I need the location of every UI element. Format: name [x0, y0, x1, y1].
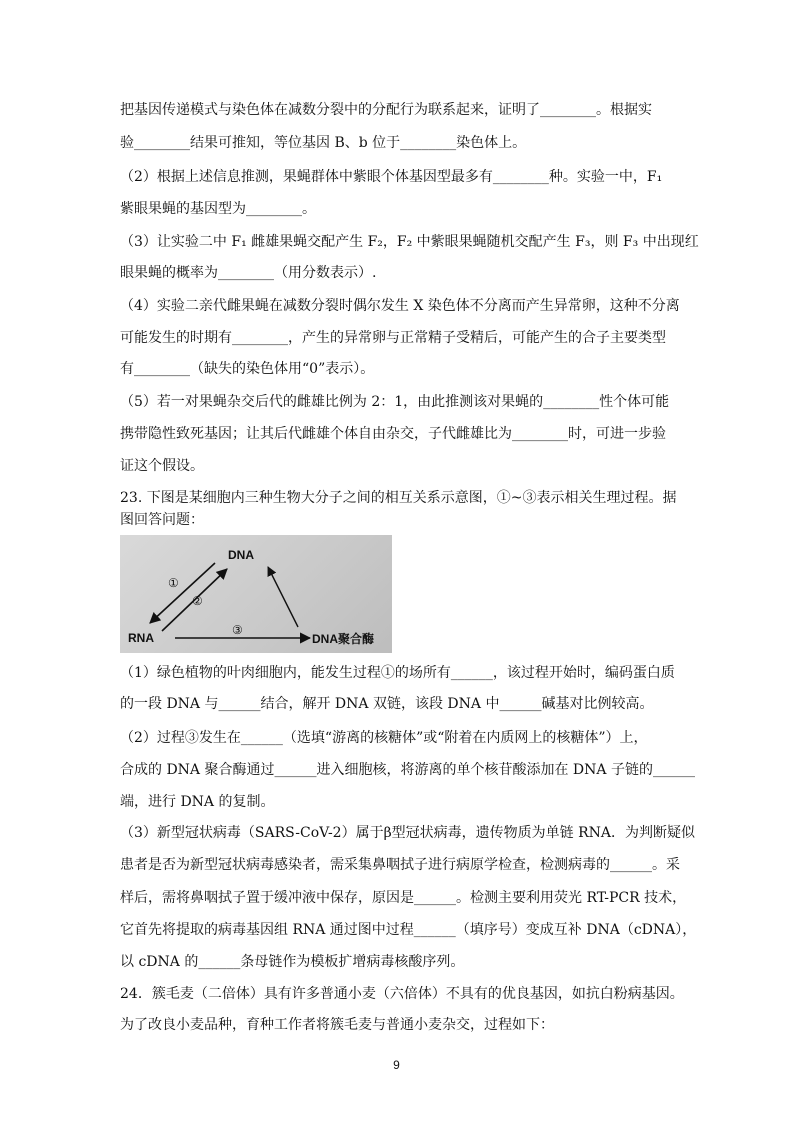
line-16: （2）过程③发生在______（选填“游离的核糖体”或“附着在内质网上的核糖体”）上， [120, 730, 648, 746]
line-17: 合成的 DNA 聚合酶通过______进入细胞核，将游离的单个核苷酸添加在 DNA 子链的______ [120, 762, 695, 778]
line-24: 24．簇毛麦（二倍体）具有许多普通小麦（六倍体）不具有的优良基因，如抗白粉病基因。 [120, 986, 684, 1002]
line-15: 的一段 DNA 与______结合，解开 DNA 双链，该段 DNA 中______碱基对比例较高。 [120, 696, 654, 712]
dna-label: DNA [228, 548, 254, 562]
line-18: 端，进行 DNA 的复制。 [120, 794, 275, 810]
line-21: 样后，需将鼻咽拭子置于缓冲液中保存，原因是______。检测主要利用荧光 RT-PCR 技术， [120, 890, 687, 906]
line-5: 眼果蝇的概率为________（用分数表示）. [120, 265, 377, 281]
line-20: 患者是否为新型冠状病毒感染者，需采集鼻咽拭子进行病原学检查，检测病毒的______。采 [120, 857, 680, 873]
line-4: （3）让实验二中 F₁ 雌雄果蝇交配产生 F₂，F₂ 中紫眼果蝇随机交配产生 F₃，则 F₃ 中出现红 [120, 234, 699, 250]
line-0: 把基因传递模式与染色体在减数分裂中的分配行为联系起来，证明了________。根据实 [120, 102, 652, 118]
line-13: 图回答问题： [120, 512, 204, 528]
enzyme-label: DNA聚合酶 [312, 632, 374, 646]
line-14: （1）绿色植物的叶肉细胞内，能发生过程①的场所有______，该过程开始时，编码蛋白质 [120, 665, 675, 681]
line-6: （4）实验二亲代雌果蝇在减数分裂时偶尔发生 X 染色体不分离而产生异常卵，这种不分离 [120, 298, 680, 314]
line-19: （3）新型冠状病毒（SARS-CoV-2）属于β型冠状病毒，遗传物质为单链 RNA．为判断疑似 [120, 825, 696, 841]
line-7: 可能发生的时期有________，产生的异常卵与正常精子受精后，可能产生的合子主要类型 [120, 330, 666, 346]
line-23: 以 cDNA 的______条母链作为模板扩增病毒核酸序列。 [120, 954, 465, 970]
macromolecule-diagram [120, 535, 392, 653]
line-9: （5）若一对果蝇杂交后代的雌雄比例为 2：1，由此推测该对果蝇的________性个体可能 [120, 394, 670, 410]
process-3-label: ③ [232, 623, 243, 637]
rna-label: RNA [128, 631, 154, 645]
process-2-label: ② [192, 594, 203, 608]
line-12: 23. 下图是某细胞内三种生物大分子之间的相互关系示意图，①~③表示相关生理过程。据 [120, 490, 677, 506]
line-11: 证这个假设。 [120, 458, 204, 474]
arrow-dna-to-rna [150, 563, 215, 623]
line-10: 携带隐性致死基因；让其后代雌雄个体自由杂交，子代雌雄比为________时，可进一步验 [120, 426, 666, 442]
line-8: 有________（缺失的染色体用“0”表示）。 [120, 361, 375, 377]
line-22: 它首先将提取的病毒基因组 RNA 通过图中过程______（填序号）变成互补 DNA（cDNA）， [120, 922, 697, 938]
page-number: 9 [393, 1058, 400, 1072]
line-2: （2）根据上述信息推测，果蝇群体中紫眼个体基因型最多有________种。实验一中，F₁ [120, 169, 663, 185]
arrow-enzyme-to-dna [268, 567, 298, 627]
line-25: 为了改良小麦品种，育种工作者将簇毛麦与普通小麦杂交，过程如下： [120, 1017, 554, 1033]
line-1: 验________结果可推知，等位基因 B、b 位于________染色体上。 [120, 135, 527, 151]
process-1-label: ① [168, 576, 179, 590]
line-3: 紫眼果蝇的基因型为________。 [120, 201, 316, 217]
